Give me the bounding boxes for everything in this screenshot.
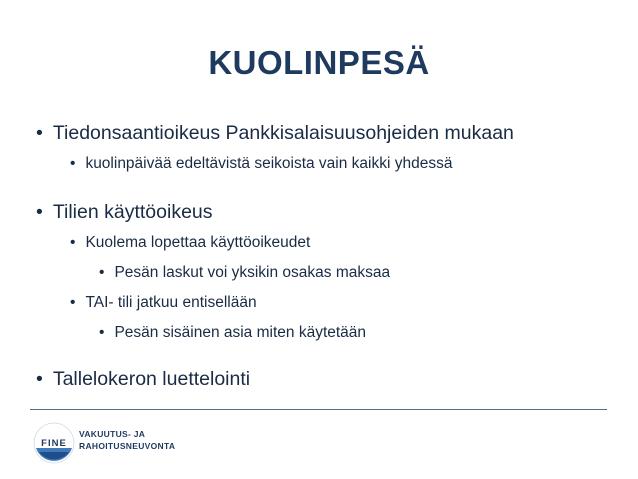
bullet-marker: •	[36, 122, 43, 144]
footer-divider	[30, 409, 607, 410]
sub-bullet-item	[70, 155, 452, 173]
bullet-marker: •	[99, 324, 105, 341]
fine-logo	[33, 422, 176, 464]
bullet-marker: •	[70, 294, 76, 311]
fine-logo-letters: FINE	[41, 438, 67, 449]
slide-title: KUOLINPESÄ	[208, 44, 430, 81]
bullet-text: Tallelokeron luettelointi	[52, 368, 251, 390]
bullet-marker: •	[99, 264, 105, 281]
bullet-marker: •	[70, 155, 76, 172]
bullet-text: Pesän sisäinen asia miten käytetään	[114, 324, 367, 341]
fine-logo-text	[79, 428, 175, 452]
bullet-text: Tilien käyttöoikeus	[52, 201, 213, 223]
bullet-text: TAI- tili jatkuu entisellään	[85, 294, 257, 311]
sub-bullet-item	[70, 294, 257, 312]
bullet-marker: •	[70, 234, 76, 251]
bullet-marker: •	[36, 368, 43, 390]
fine-logo-icon	[33, 422, 75, 464]
bullet-text: Pesän laskut voi yksikin osakas maksaa	[114, 264, 391, 281]
sub-bullet-item	[70, 234, 310, 252]
bullet-item	[36, 201, 213, 224]
fine-logo-line2: RAHOITUSNEUVONTA	[79, 441, 176, 451]
fine-logo-line1: VAKUUTUS- JA	[79, 429, 146, 439]
bullet-marker: •	[36, 201, 43, 223]
sub-sub-bullet-item	[99, 264, 390, 282]
bullet-text: Kuolema lopettaa käyttöoikeudet	[85, 234, 311, 251]
sub-sub-bullet-item	[99, 324, 366, 342]
bullet-item	[36, 368, 250, 391]
bullet-item	[36, 122, 514, 145]
bullet-text: kuolinpäivää edeltävistä seikoista vain kaikki yhdessä	[85, 155, 453, 172]
bullet-text: Tiedonsaantioikeus Pankkisalaisuusohjeiden mukaan	[52, 122, 514, 144]
